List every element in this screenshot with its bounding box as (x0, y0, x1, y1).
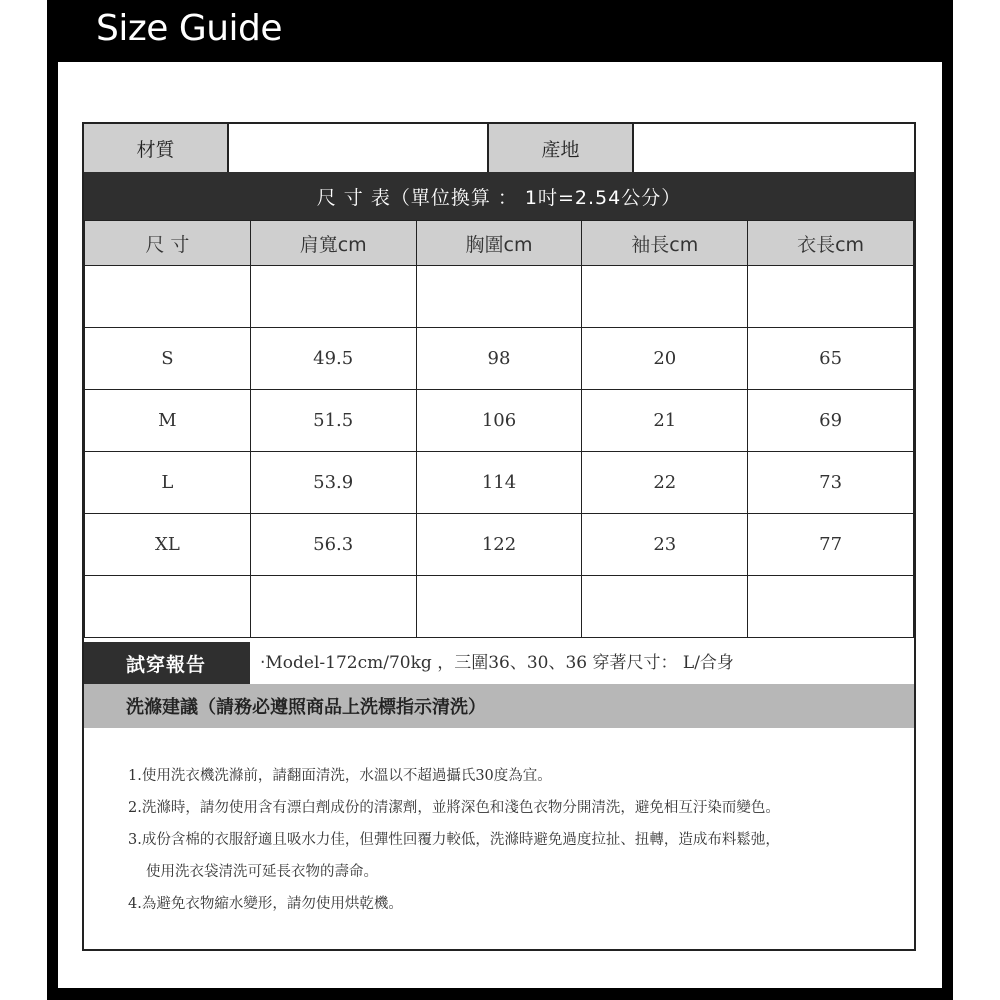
table-cell: 77 (748, 514, 914, 576)
table-cell: S (85, 328, 251, 390)
table-cell: 21 (582, 390, 748, 452)
table-cell (416, 576, 582, 638)
table-cell: 23 (582, 514, 748, 576)
wash-instruction-item: 4.為避免衣物縮水變形，請勿使用烘乾機。 (128, 896, 403, 912)
table-cell: 49.5 (250, 328, 416, 390)
wash-instructions (128, 760, 908, 920)
table-cell (85, 576, 251, 638)
column-header: 衣長cm (748, 221, 914, 266)
table-cell: 53.9 (250, 452, 416, 514)
material-value (229, 124, 489, 172)
material-label: 材質 (84, 124, 229, 172)
table-cell: 51.5 (250, 390, 416, 452)
table-cell (416, 266, 582, 328)
table-cell: 22 (582, 452, 748, 514)
wash-instruction-item: 3.成份含棉的衣服舒適且吸水力佳，但彈性回覆力較低，洗滌時避免過度拉扯、扭轉，造成布料鬆弛， (128, 832, 780, 848)
try-on-label: 試穿報告 (84, 642, 250, 684)
table-cell: 65 (748, 328, 914, 390)
wash-instruction-item: 2.洗滌時，請勿使用含有漂白劑成份的清潔劑，並將深色和淺色衣物分開清洗，避免相互汙染而變色。 (128, 800, 780, 816)
table-cell: 122 (416, 514, 582, 576)
origin-value (634, 124, 914, 172)
table-cell: 56.3 (250, 514, 416, 576)
table-cell: 106 (416, 390, 582, 452)
table-cell (85, 266, 251, 328)
table-cell: 98 (416, 328, 582, 390)
table-cell (582, 576, 748, 638)
table-cell: L (85, 452, 251, 514)
table-row (85, 514, 914, 576)
table-cell: 114 (416, 452, 582, 514)
try-on-text: ‧Model-172cm/70kg ，三圍36、30、36 穿著尺寸： L/合身 (260, 653, 734, 673)
table-cell: 69 (748, 390, 914, 452)
column-header: 肩寬cm (250, 221, 416, 266)
size-table-header (85, 221, 914, 266)
column-header: 尺 寸 (85, 221, 251, 266)
table-cell (748, 576, 914, 638)
table-cell (250, 576, 416, 638)
table-row (85, 266, 914, 328)
try-on-report (84, 642, 914, 684)
table-row (85, 452, 914, 514)
size-table (84, 220, 914, 638)
table-cell: M (85, 390, 251, 452)
wash-title: 洗滌建議（請務必遵照商品上洗標指示清洗） (84, 684, 914, 728)
wash-instruction-item: 1.使用洗衣機洗滌前，請翻面清洗，水溫以不超過攝氏30度為宜。 (128, 768, 552, 784)
table-cell (250, 266, 416, 328)
table-cell: 20 (582, 328, 748, 390)
table-cell (748, 266, 914, 328)
table-cell (582, 266, 748, 328)
size-table-title: 尺 寸 表（單位換算 ： 1吋=2.54公分） (84, 172, 914, 220)
size-guide-sheet (82, 122, 916, 951)
column-header: 胸圍cm (416, 221, 582, 266)
page-title: Size Guide (96, 8, 283, 49)
material-row (84, 124, 914, 174)
table-row (85, 328, 914, 390)
table-row (85, 390, 914, 452)
table-cell: XL (85, 514, 251, 576)
table-cell: 73 (748, 452, 914, 514)
table-row (85, 576, 914, 638)
column-header: 袖長cm (582, 221, 748, 266)
origin-label: 產地 (489, 124, 634, 172)
wash-instruction-item: 使用洗衣袋清洗可延長衣物的壽命。 (146, 864, 378, 880)
